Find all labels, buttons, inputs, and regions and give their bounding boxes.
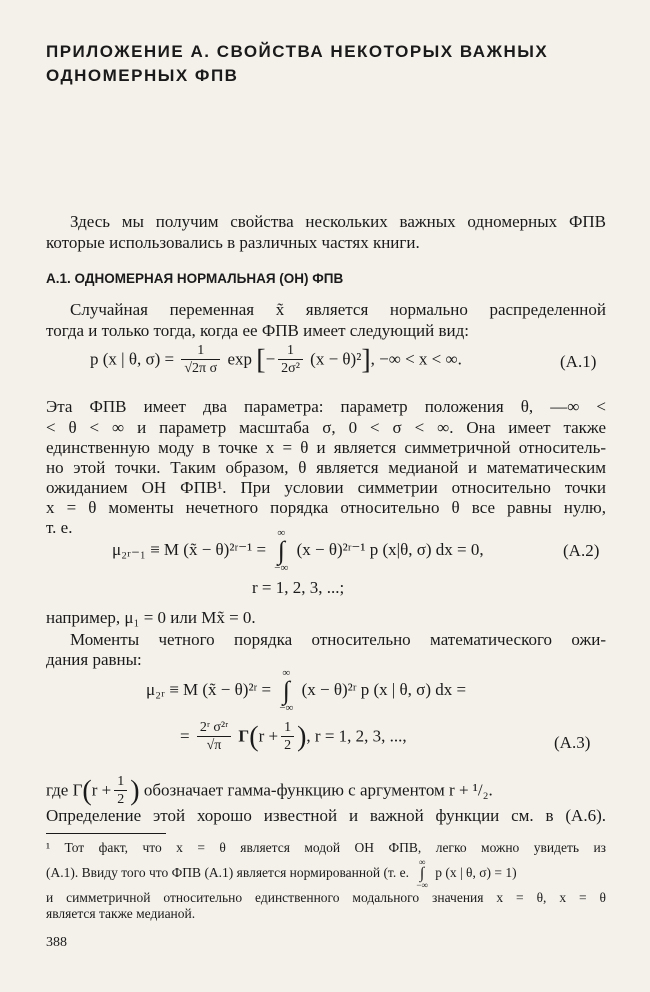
equation-a1: p (x | θ, σ) = $\frac{1}{\text{√2π σ}}$ exp [− $\frac{1}{\text{2σ²}}$ (x − θ)²], −∞ < x < ∞. [90,343,462,376]
footnote-line-3: и симметричной относительно единственного модального значения x = θ, x = θ [46,890,606,905]
para2-line-1: Эта ФПВ имеет два параметра: параметр положения θ, —∞ < [46,397,606,416]
intro-line-1: Здесь мы получим свойства нескольких важных одномерных ФПВ [70,212,606,231]
eq2-rhs: (x − θ)²ʳ⁻¹ p (x|θ, σ) dx = 0, [296,539,484,559]
footnote-divider [46,833,166,834]
eq1-lhs: p (x | θ, σ) = [90,349,175,369]
eq3-g-fraction [281,720,294,755]
para2-line-7: т. е. [46,518,73,537]
eq3-int-bot: −∞ [279,702,294,714]
eq1-inner-num: 1 [278,343,303,360]
para1-line-1: Случайная переменная x̃ является нормально распределенной [70,300,606,319]
eq3-g-num: 1 [281,720,294,737]
eq2-int-top: ∞ [277,527,286,539]
integral-sign-icon: ∫ [282,676,290,705]
eq1-inner-rest: (x − θ)² [310,349,362,369]
para3-line-1: Моменты четного порядка относительно математического ожи- [70,630,606,649]
para2-line-3: единственную моду в точке x = θ и является симметричной относитель- [46,438,606,457]
eq2-integral [274,528,288,574]
gamma-paren-open: ( [82,775,92,807]
title-line-1: ПРИЛОЖЕНИЕ А. СВОЙСТВА НЕКОТОРЫХ ВАЖНЫХ [46,42,549,61]
eq1-bracket-close: ] [361,344,371,376]
page-number: 388 [46,935,67,950]
eq3-l2-den: √π [206,738,222,753]
footnote-line-4: является также медианой. [46,906,196,921]
eq1-frac-num: 1 [181,343,220,360]
gamma-r: r + [91,780,112,800]
para2-line-2: < θ < ∞ и параметр масштаба σ, 0 < σ < ∞. Она имеет также [46,418,606,437]
eq3-l2-eq: = [180,726,190,746]
eq1-inner-fraction [278,343,303,378]
eq2-r-line: r = 1, 2, 3, ...; [252,578,345,597]
integral-sign-icon: ∫ [277,536,285,565]
footnote-int-top: ∞ [418,857,426,867]
footnote-integral [416,858,428,890]
footnote-line-2 [46,858,606,890]
last-line: Определение этой хорошо известной и важной функции см. в (А.6). [46,806,606,825]
eq1-label: (А.1) [560,352,597,371]
eq2-label: (А.2) [563,541,600,560]
eq1-frac-den: √2π σ [184,361,218,376]
title-line-2: ОДНОМЕРНЫХ ФПВ [46,66,239,85]
para3-line-2: дания равны: [46,650,142,669]
para2-line-4: но этой точки. Таким образом, θ является медианой и математическим [46,458,606,477]
appendix-title [46,40,616,88]
gamma-text: обозначает гамма-функцию с аргументом r + ¹/₂. [143,780,493,800]
equation-a3-line-1 [146,668,466,714]
eq3-l2-rest: , r = 1, 2, 3, ..., [306,726,407,746]
eq1-fraction [181,343,220,378]
eq3-g-r: r + [258,726,279,746]
eq1-range: , −∞ < x < ∞. [370,349,462,369]
eq3-paren-open: ( [249,721,259,753]
footnote-line-2a: (А.1). Ввиду того что ФПВ (А.1) является нормированной (т. е. [46,865,409,881]
gamma-den: 2 [117,792,125,807]
eq3-integral [279,668,293,714]
gamma-fraction [114,774,127,809]
gamma-num: 1 [114,774,127,791]
gamma-symbol: Γ [72,780,83,800]
equation-a2 [112,528,484,574]
para2-line-6: x = θ моменты нечетного порядка относительно θ все равны нулю, [46,498,606,517]
eq1-inner-den: 2σ² [281,361,300,376]
integral-sign-icon: ∫ [419,865,425,882]
eq3-gamma: Γ [238,726,250,746]
intro-line-2: которые использовались в различных частях книги. [46,233,420,252]
gamma-paren-close: ) [130,775,140,807]
eq2-lhs: μ₂ᵣ₋₁ ≡ M (x̃ − θ)²ʳ⁻¹ = [112,539,267,559]
footnote-int-bot: −∞ [416,880,428,890]
eq3-paren-close: ) [297,721,307,753]
eq3-lhs: μ₂ᵣ ≡ M (x̃ − θ)²ʳ = [146,679,272,699]
eq3-l2-num: 2ʳ σ²ʳ [197,720,231,737]
eq3-label: (А.3) [554,733,591,752]
section-heading: А.1. ОДНОМЕРНАЯ НОРМАЛЬНАЯ (ОН) ФПВ [46,271,344,286]
example-line: например, μ₁ = 0 или Mx̃ = 0. [46,608,256,627]
gamma-where: где [46,780,69,800]
footnote-line-2b: p (x | θ, σ) = 1) [435,865,517,881]
eq3-int-top: ∞ [282,667,291,679]
eq3-l2-fraction [197,720,231,755]
eq3-g-den: 2 [284,738,292,753]
eq1-exp: exp [227,349,252,369]
gamma-line [46,774,493,809]
equation-a3-line-2 [180,720,407,755]
para2-line-5: ожиданием ОН ФПВ¹. При условии симметрии относительно точки [46,478,606,497]
eq2-int-bot: −∞ [274,562,289,574]
footnote-line-1: ¹ Тот факт, что x = θ является модой ОН ФПВ, легко можно увидеть из [46,840,606,855]
eq3-rhs: (x − θ)²ʳ p (x | θ, σ) dx = [301,679,467,699]
eq1-bracket-open: [ [256,344,266,376]
para1-line-2: тогда и только тогда, когда ее ФПВ имеет следующий вид: [46,321,469,340]
